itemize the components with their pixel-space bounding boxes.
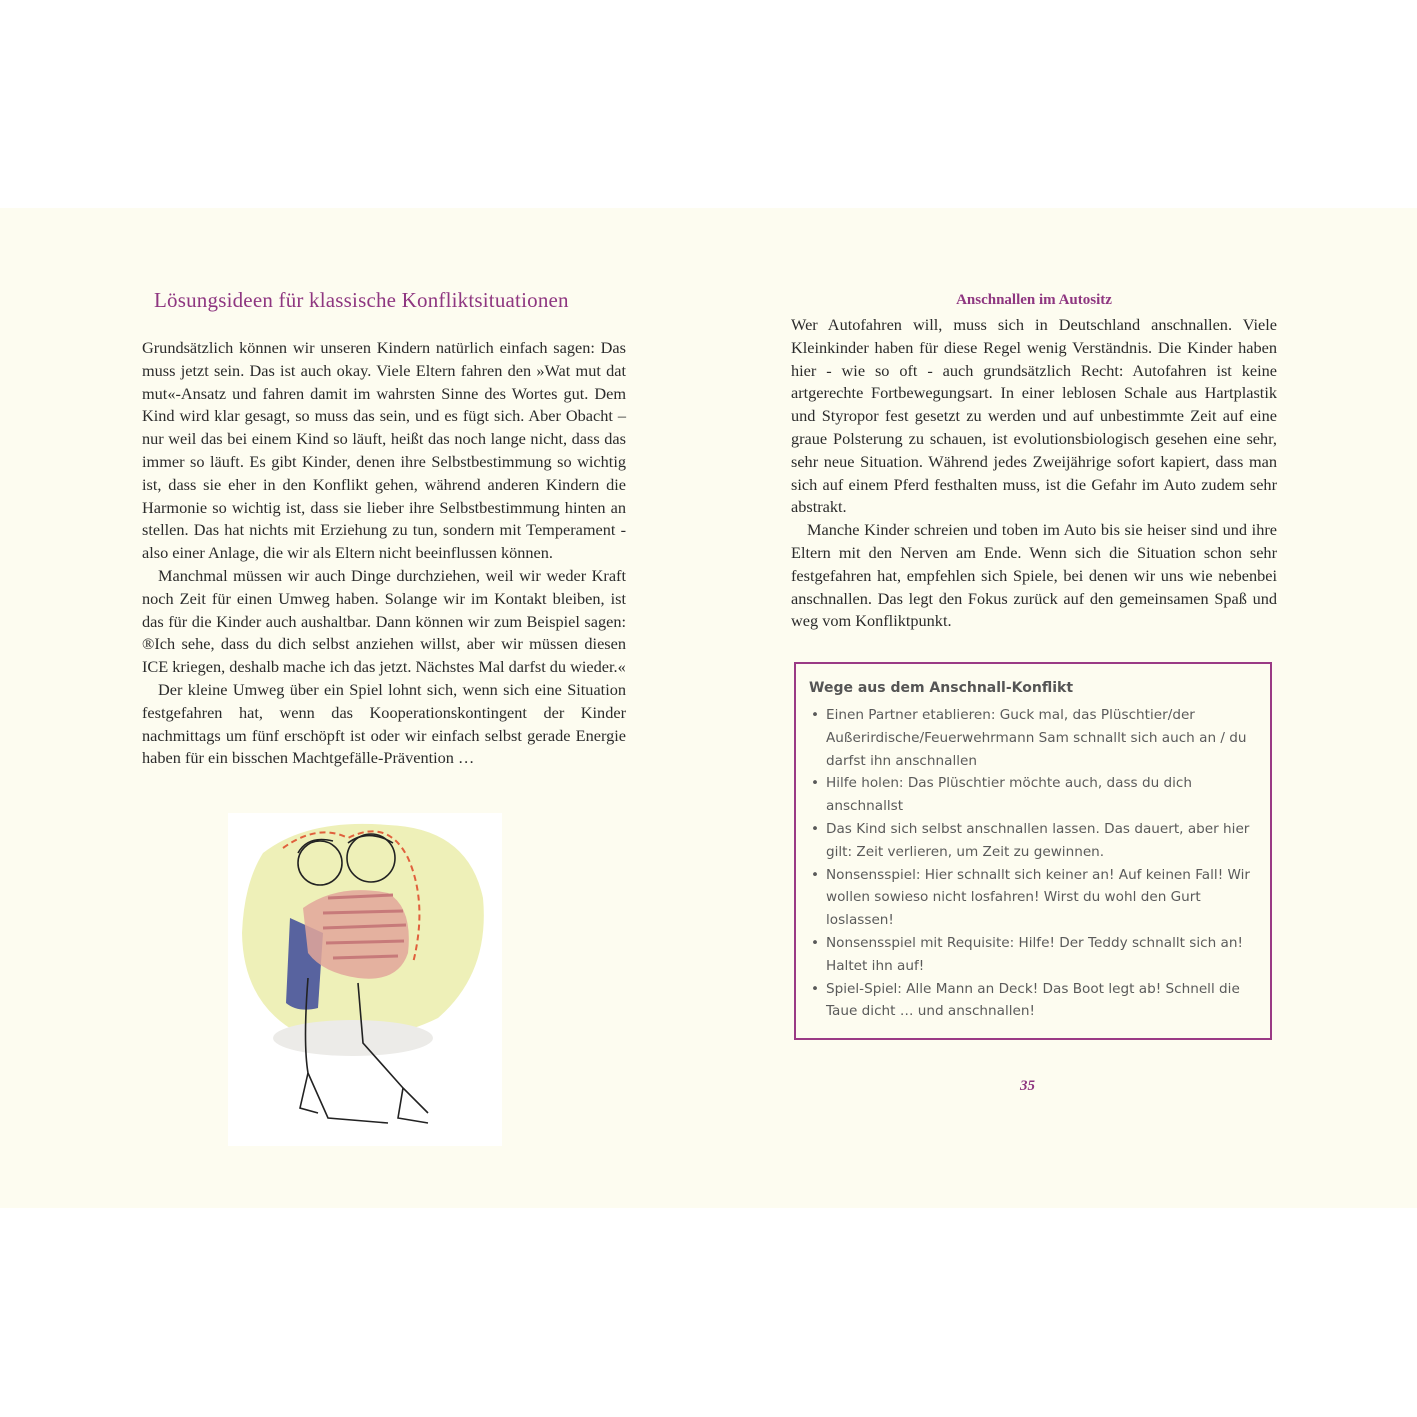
tip-list	[809, 704, 1254, 1023]
right-paragraph-2: Manche Kinder schreien und toben im Auto bis sie heiser sind und ihre Eltern mit den Nerven am Ende. Wenn sich die Situation schon sehr festgefahren hat, empfehlen sich Spiele, bei denen wir uns wie nebenbei anschnallen. Das legt den Fokus zurück auf den gemeinsamen Spaß und weg vom Konfliktpunkt.	[791, 520, 1277, 631]
bullet-icon: •	[811, 866, 820, 883]
bullet-icon: •	[811, 775, 820, 792]
hug-illustration	[228, 813, 502, 1146]
list-item: • Nonsensspiel: Hier schnallt sich keiner an! Auf keinen Fall! Wir wollen sowieso nicht losfahren! Wirst du wohl den Gurt loslassen!	[809, 864, 1254, 932]
left-paragraph-1: Grundsätzlich können wir unseren Kindern natürlich einfach sagen: Das muss jetzt sein. Das ist auch okay. Viele Eltern fahren den »Wat mut dat mut«-Ansatz und fahren damit im wahrsten Sinne des Wortes gut. Dem Kind wird klar gesagt, so muss das sein, und es fügt sich. Aber Obacht – nur weil das bei einem Kind so läuft, heißt das noch lange nicht, dass das immer so läuft. Es gibt Kinder, denen ihre Selbstbestimmung so wichtig ist, dass sie eher in den Konflikt gehen, während anderen Kindern die Harmonie so wichtig ist, dass sie lieber ihre Selbstbestimmung hinten an stellen. Das hat nichts mit Erziehung zu tun, sondern mit Temperament - also einer Anlage, die wir als Eltern nicht beeinflussen können.	[142, 338, 626, 563]
bullet-icon: •	[811, 934, 820, 951]
list-item: • Nonsensspiel mit Requisite: Hilfe! Der Teddy schnallt sich an! Haltet ihn auf!	[809, 932, 1254, 978]
list-item: • Das Kind sich selbst anschnallen lassen. Das dauert, aber hier gilt: Zeit verlieren, um Zeit zu gewinnen.	[809, 818, 1254, 864]
bullet-icon: •	[811, 980, 820, 997]
page-number: 35	[1020, 1078, 1035, 1094]
section-subheading: Anschnallen im Autositz	[956, 292, 1112, 308]
tip-box-title: Wege aus dem Anschnall-Konflikt	[809, 680, 1074, 696]
bullet-icon: •	[811, 820, 820, 837]
tip-box	[794, 662, 1272, 1040]
right-paragraph-1: Wer Autofahren will, muss sich in Deutschland anschnallen. Viele Kleinkinder haben für diese Regel wenig Verständnis. Die Kinder haben hier - wie so oft - auch grundsätzlich Recht: Autofahren ist keine artgerechte Fortbewegungsart. In einer leblosen Schale aus Hartplastik und Styropor fest gesetzt zu werden und auf unbestimmte Zeit auf eine graue Polsterung zu schauen, ist evolutionsbiologisch gesehen eine sehr, sehr neue Situation. Während jedes Zweijährige sofort kapiert, dass man sich auf einem Pferd festhalten muss, ist die Gefahr im Auto zudem sehr abstrakt.	[791, 315, 1277, 517]
left-body-text	[142, 337, 626, 770]
left-paragraph-2: Manchmal müssen wir auch Dinge durchziehen, weil wir weder Kraft noch Zeit für einen Umweg haben. Solange wir im Kontakt bleiben, ist das für die Kinder auch aushaltbar. Dann können wir zum Beispiel sagen: ®Ich sehe, dass du dich selbst anziehen willst, aber wir müssen diesen ICE kriegen, deshalb mache ich das jetzt. Nächstes Mal darfst du wieder.«	[142, 565, 626, 677]
bullet-icon: •	[811, 707, 820, 723]
right-body-text	[791, 314, 1277, 633]
list-item: • Hilfe holen: Das Plüschtier möchte auch, dass du dich anschnallst	[809, 772, 1254, 818]
left-paragraph-3: Der kleine Umweg über ein Spiel lohnt sich, wenn sich eine Situation festgefahren hat, wenn das Kooperationskontingent der Kinder nachmittags um fünf erschöpft ist oder wir einfach selbst gerade Energie haben für ein bisschen Machtgefälle-Prävention …	[142, 679, 626, 768]
list-item: • Spiel-Spiel: Alle Mann an Deck! Das Boot legt ab! Schnell die Taue dicht … und anschnallen!	[809, 978, 1254, 1024]
page-title: Lösungsideen für klassische Konfliktsituationen	[154, 288, 569, 312]
list-item: • Einen Partner etablieren: Guck mal, das Plüschtier/der Außerirdische/Feuerwehrmann Sam schnallt sich auch an / du darfst ihn anschnallen	[809, 704, 1254, 772]
